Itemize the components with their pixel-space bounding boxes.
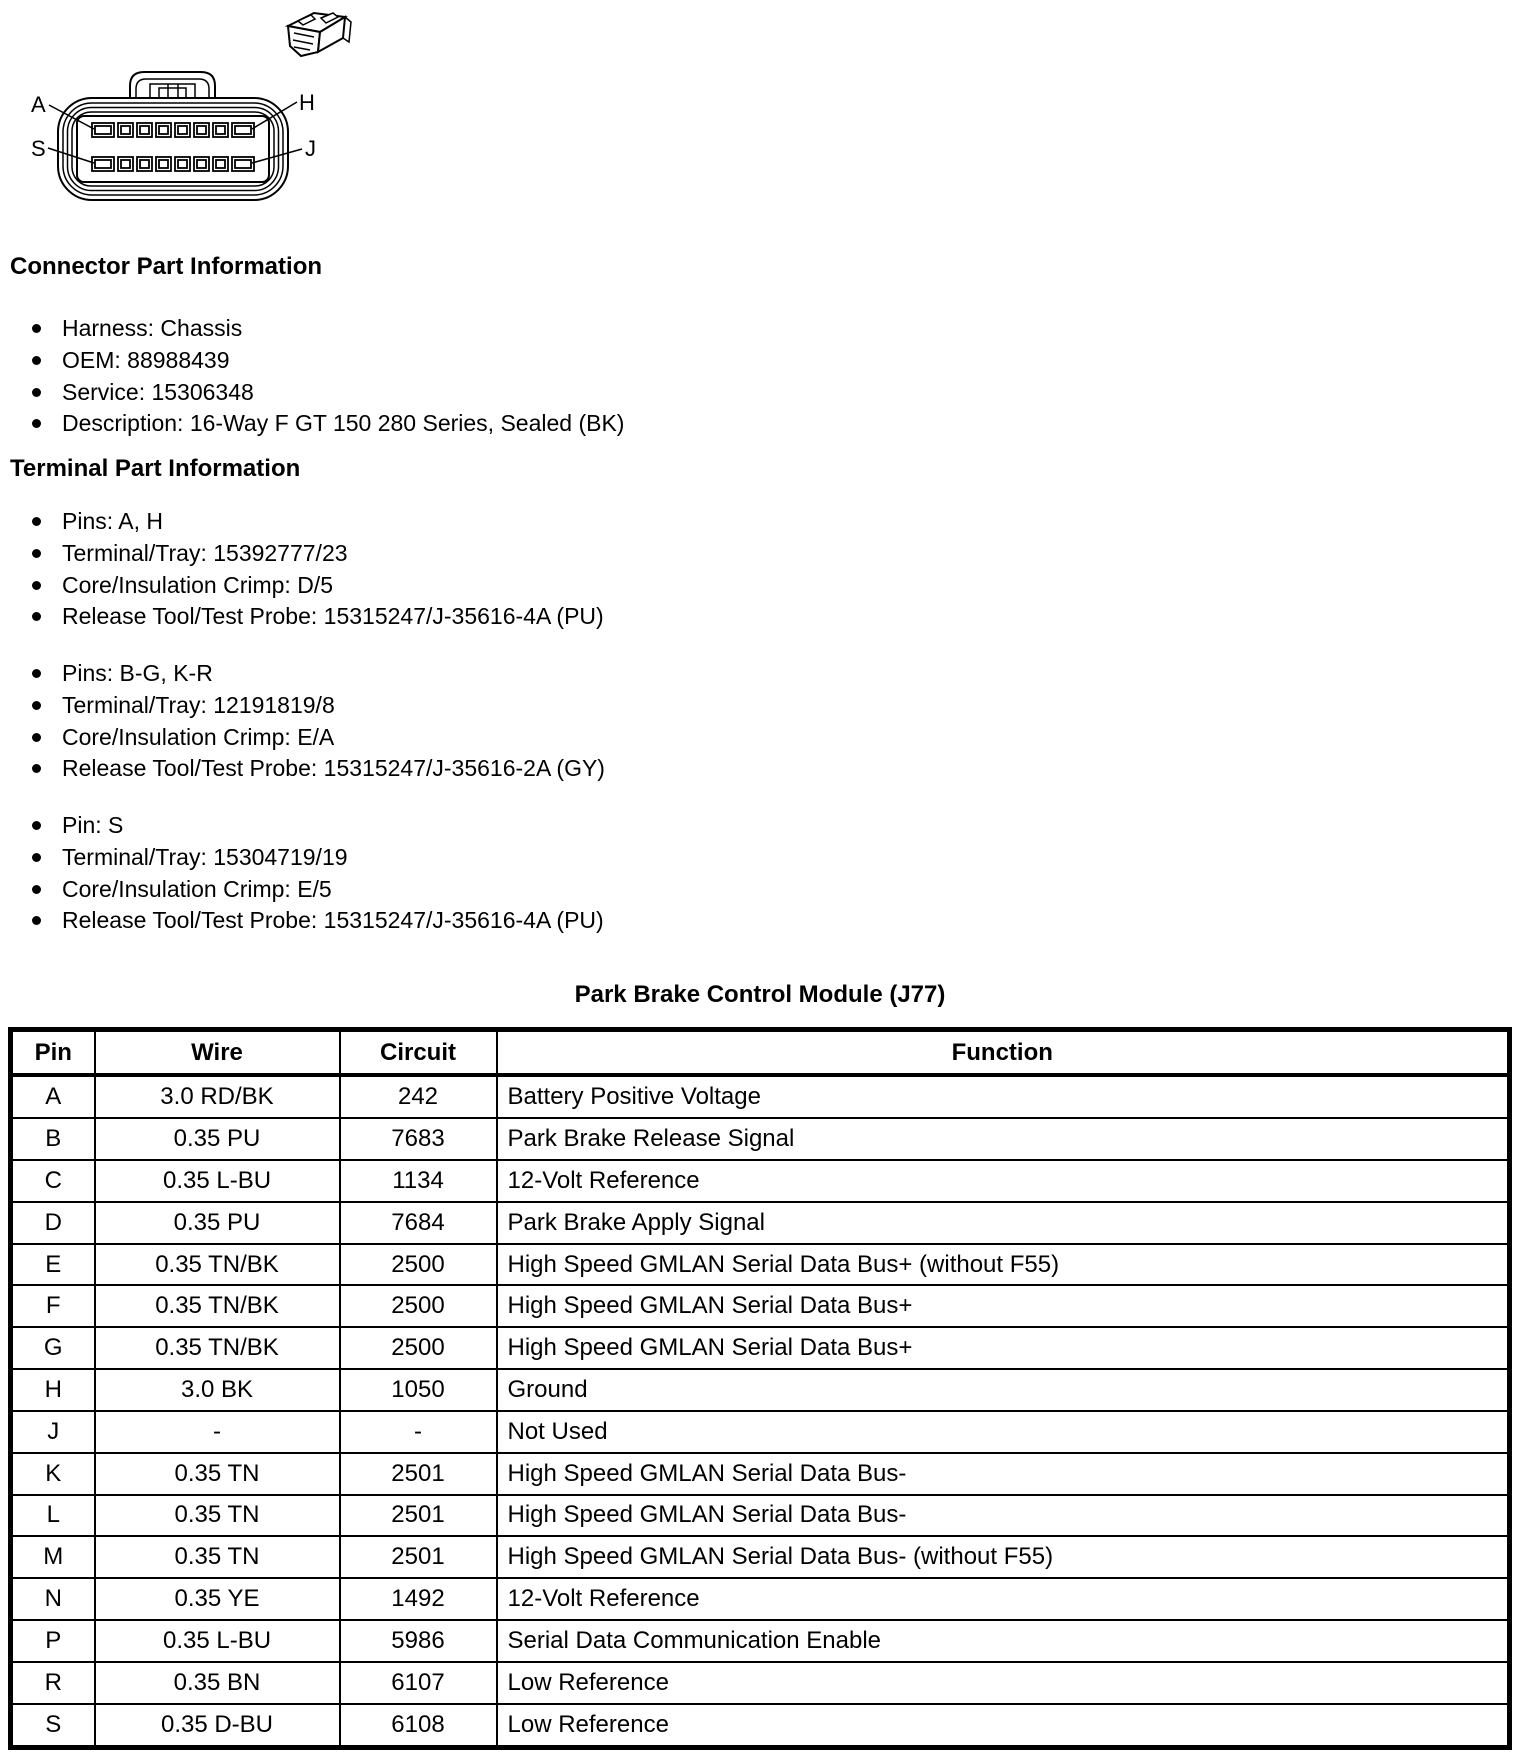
pin-cell: E [11,1244,95,1286]
pin-cell: B [11,1118,95,1160]
pin-cell: S [11,1704,95,1748]
list-item [0,569,604,601]
list-item [0,601,604,633]
list-item-text: Pins: B-G, K-R [62,660,213,687]
list-item-text: Terminal/Tray: 15304719/19 [62,844,348,871]
list-item [0,810,604,842]
list-item-text: Release Tool/Test Probe: 15315247/J-35616-4A (PU) [62,907,604,934]
table-row [11,1369,1510,1411]
column-header-wire: Wire [95,1030,340,1076]
list-item [0,905,604,937]
connector-info-list [0,313,624,440]
function-cell: High Speed GMLAN Serial Data Bus+ [497,1327,1510,1369]
circuit-cell: 2501 [340,1495,497,1537]
function-cell: Low Reference [497,1704,1510,1748]
table-row [11,1327,1510,1369]
list-item-text: Core/Insulation Crimp: D/5 [62,571,333,598]
pin-label-a: A [31,92,46,117]
connector-part-information-heading: Connector Part Information [10,253,323,280]
function-cell: Serial Data Communication Enable [497,1620,1510,1662]
circuit-cell: 1134 [340,1160,497,1202]
list-item-text: Pins: A, H [62,508,163,535]
wire-cell: 0.35 PU [95,1202,340,1244]
connector-3d-icon [288,13,351,56]
table-row [11,1662,1510,1704]
function-cell: High Speed GMLAN Serial Data Bus- [497,1453,1510,1495]
table-title: Park Brake Control Module (J77) [574,981,946,1008]
bullet-icon [32,549,41,558]
circuit-cell: 242 [340,1075,497,1118]
pin-cell: H [11,1369,95,1411]
wire-cell: 0.35 TN/BK [95,1285,340,1327]
table-row [11,1495,1510,1537]
list-item [0,506,604,538]
function-cell: 12-Volt Reference [497,1578,1510,1620]
function-cell: High Speed GMLAN Serial Data Bus+ (without F55) [497,1244,1510,1286]
bullet-icon [32,356,41,365]
table-row [11,1118,1510,1160]
terminal-info-group-1 [0,506,604,633]
list-item-text: Terminal/Tray: 15392777/23 [62,540,348,567]
terminal-info-group-2 [0,658,605,785]
wire-cell: 0.35 TN [95,1453,340,1495]
column-header-function: Function [497,1030,1510,1076]
pin-cell: C [11,1160,95,1202]
pin-label-j: J [305,136,316,161]
pin-cell: P [11,1620,95,1662]
wire-cell: 0.35 TN/BK [95,1244,340,1286]
circuit-cell: 2501 [340,1453,497,1495]
pin-cell: K [11,1453,95,1495]
circuit-cell: 7684 [340,1202,497,1244]
bullet-icon [32,853,41,862]
list-item-text: Pin: S [62,812,124,839]
function-cell: High Speed GMLAN Serial Data Bus- [497,1495,1510,1537]
function-cell: Not Used [497,1411,1510,1453]
list-item-text: Terminal/Tray: 12191819/8 [62,692,335,719]
pin-cell: F [11,1285,95,1327]
bullet-icon [32,669,41,678]
list-item-text: Service: 15306348 [62,378,254,405]
list-item [0,873,604,905]
list-item-text: Release Tool/Test Probe: 15315247/J-35616-2A (GY) [62,755,605,782]
table-row [11,1578,1510,1620]
table-row [11,1536,1510,1578]
function-cell: Low Reference [497,1662,1510,1704]
list-item [0,658,605,690]
bullet-icon [32,916,41,925]
list-item [0,313,624,345]
table-row [11,1244,1510,1286]
bullet-icon [32,701,41,710]
bullet-icon [32,581,41,590]
function-cell: Park Brake Release Signal [497,1118,1510,1160]
circuit-cell: 1050 [340,1369,497,1411]
bullet-icon [32,517,41,526]
list-item [0,408,624,440]
list-item-text: Core/Insulation Crimp: E/5 [62,875,332,902]
pin-label-s: S [31,136,46,161]
pin-cell: R [11,1662,95,1704]
circuit-cell: 6108 [340,1704,497,1748]
connector-face-view [58,72,288,200]
function-cell: High Speed GMLAN Serial Data Bus- (without F55) [497,1536,1510,1578]
list-item [0,345,624,377]
table-row [11,1160,1510,1202]
wire-cell: - [95,1411,340,1453]
table-row [11,1453,1510,1495]
circuit-cell: 1492 [340,1578,497,1620]
wire-cell: 0.35 L-BU [95,1160,340,1202]
list-item-text: Harness: Chassis [62,315,243,342]
pin-cell: G [11,1327,95,1369]
wire-cell: 0.35 TN/BK [95,1327,340,1369]
table-row [11,1285,1510,1327]
circuit-cell: 2500 [340,1285,497,1327]
pinout-table [8,1027,1512,1750]
list-item-text: OEM: 88988439 [62,347,230,374]
pin-cell: M [11,1536,95,1578]
function-cell: 12-Volt Reference [497,1160,1510,1202]
bullet-icon [32,419,41,428]
table-row [11,1704,1510,1748]
pin-label-h: H [299,90,315,115]
table-row [11,1075,1510,1118]
list-item [0,538,604,570]
bullet-icon [32,388,41,397]
circuit-cell: - [340,1411,497,1453]
list-item-text: Description: 16-Way F GT 150 280 Series, Sealed (BK) [62,410,625,437]
table-row [11,1411,1510,1453]
wire-cell: 0.35 L-BU [95,1620,340,1662]
pin-cell: J [11,1411,95,1453]
bullet-icon [32,821,41,830]
list-item [0,376,624,408]
list-item [0,842,604,874]
function-cell: Ground [497,1369,1510,1411]
wire-cell: 0.35 PU [95,1118,340,1160]
bullet-icon [32,733,41,742]
wire-cell: 0.35 TN [95,1536,340,1578]
list-item-text: Core/Insulation Crimp: E/A [62,723,335,750]
circuit-cell: 7683 [340,1118,497,1160]
function-cell: High Speed GMLAN Serial Data Bus+ [497,1285,1510,1327]
pin-cell: N [11,1578,95,1620]
bullet-icon [32,324,41,333]
circuit-cell: 5986 [340,1620,497,1662]
function-cell: Park Brake Apply Signal [497,1202,1510,1244]
function-cell: Battery Positive Voltage [497,1075,1510,1118]
bullet-icon [32,612,41,621]
bullet-icon [32,764,41,773]
table-row [11,1620,1510,1662]
wire-cell: 0.35 D-BU [95,1704,340,1748]
column-header-pin: Pin [11,1030,95,1076]
list-item [0,753,605,785]
pin-cell: A [11,1075,95,1118]
wire-cell: 3.0 RD/BK [95,1075,340,1118]
pin-cell: L [11,1495,95,1537]
table-row [11,1202,1510,1244]
terminal-part-information-heading: Terminal Part Information [10,455,301,482]
circuit-cell: 2500 [340,1244,497,1286]
list-item [0,690,605,722]
circuit-cell: 6107 [340,1662,497,1704]
list-item [0,721,605,753]
list-item-text: Release Tool/Test Probe: 15315247/J-35616-4A (PU) [62,603,604,630]
circuit-cell: 2501 [340,1536,497,1578]
table-header-row [11,1030,1510,1076]
wire-cell: 0.35 YE [95,1578,340,1620]
circuit-cell: 2500 [340,1327,497,1369]
connector-diagram [18,0,363,215]
column-header-circuit: Circuit [340,1030,497,1076]
terminal-info-group-3 [0,810,604,937]
wire-cell: 3.0 BK [95,1369,340,1411]
wire-cell: 0.35 TN [95,1495,340,1537]
pin-cell: D [11,1202,95,1244]
bullet-icon [32,885,41,894]
wire-cell: 0.35 BN [95,1662,340,1704]
